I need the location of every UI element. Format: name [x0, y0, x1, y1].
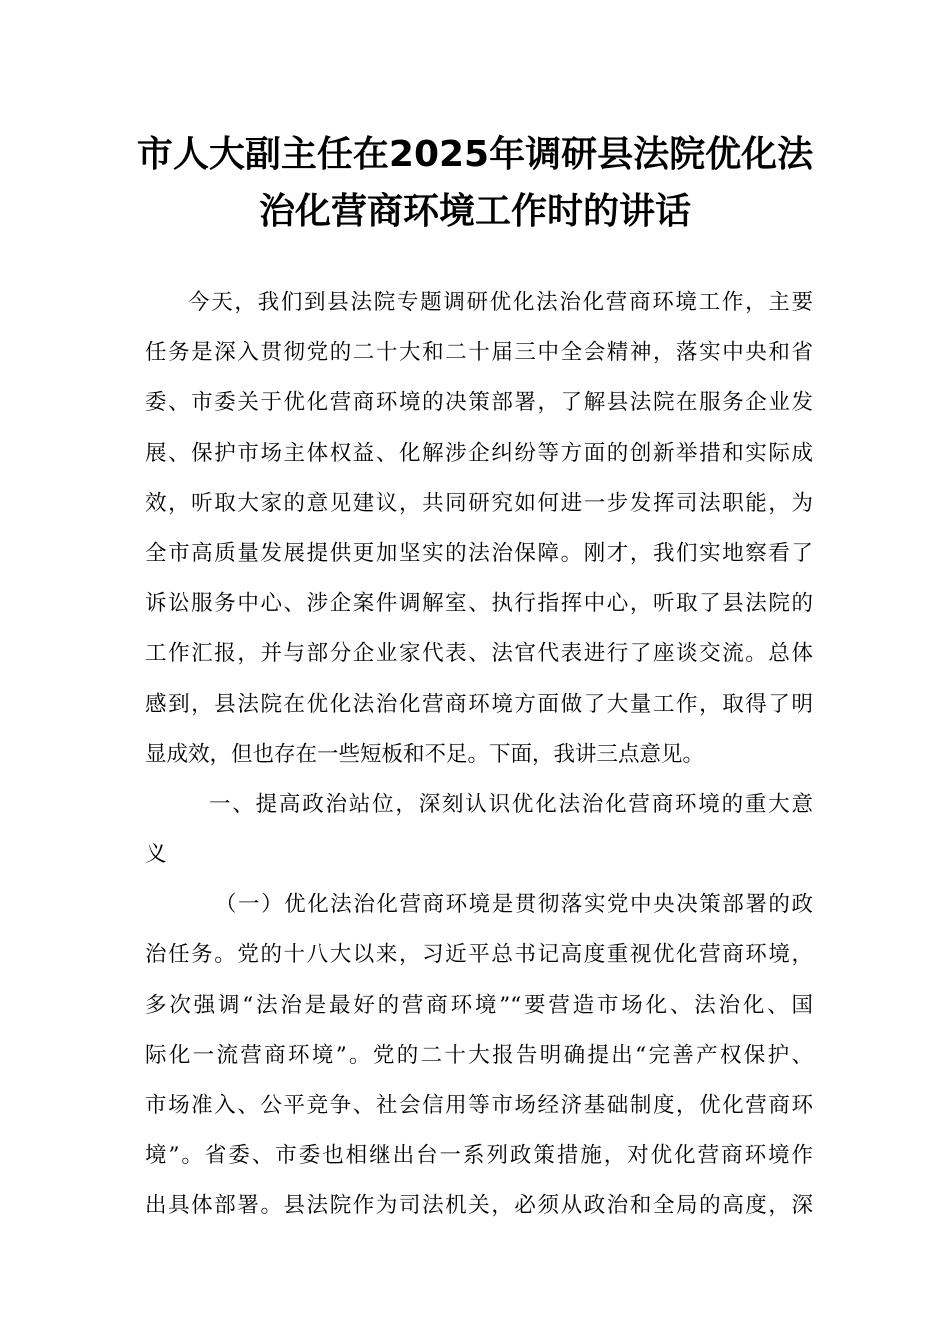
section-heading-1: [145, 780, 813, 880]
title-line-2: 治化营商环境工作时的讲话: [258, 191, 691, 232]
paragraph-line: 治任务。党的十八大以来，习近平总书记高度重视优化营商环境，: [145, 942, 813, 968]
paragraph-line: 诉讼服务中心、涉企案件调解室、执行指挥中心，听取了县法院的: [145, 591, 813, 617]
paragraph-line: 全市高质量发展提供更加坚实的法治保障。刚才，我们实地察看了: [145, 540, 813, 566]
paragraph-line: 市场准入、公平竞争、社会信用等市场经济基础制度，优化营商环: [145, 1093, 813, 1118]
paragraph-line: 今天，我们到县法院专题调研优化法治化营商环境工作，主要: [188, 290, 813, 315]
paragraph-line: 效，听取大家的意见建议，共同研究如何进一步发挥司法职能，为: [145, 490, 813, 516]
title-line-1: 市人大副主任在2025年调研县法院优化法: [136, 134, 814, 175]
paragraph-line: （一）优化法治化营商环境是贯彻落实党中央决策部署的政: [215, 892, 813, 918]
paragraph-line: 多次强调“法治是最好的营商环境”“要营造市场化、法治化、国: [145, 992, 813, 1018]
document-title: [110, 126, 840, 240]
paragraph-line: 感到，县法院在优化法治化营商环境方面做了大量工作，取得了明: [145, 691, 813, 717]
paragraph-line: 境”。省委、市委也相继出台一系列政策措施，对优化营商环境作: [145, 1143, 813, 1169]
paragraph-line: 工作汇报，并与部分企业家代表、法官代表进行了座谈交流。总体: [145, 641, 813, 667]
paragraph-subsection-1: [145, 880, 813, 1231]
paragraph-line: 委、市委关于优化营商环境的决策部署，了解县法院在服务企业发: [145, 390, 813, 416]
heading-line: 义: [145, 842, 167, 868]
heading-line: 一、提高政治站位，深刻认识优化法治化营商环境的重大意: [209, 791, 813, 817]
paragraph-line: 出具体部署。县法院作为司法机关，必须从政治和全局的高度，深: [145, 1193, 813, 1219]
paragraph-line: 任务是深入贯彻党的二十大和二十届三中全会精神，落实中央和省: [145, 340, 813, 366]
paragraph-line: 展、保护市场主体权益、化解涉企纠纷等方面的创新举措和实际成: [145, 440, 813, 466]
paragraph-line: 显成效，但也存在一些短板和不足。下面，我讲三点意见。: [145, 741, 705, 767]
document-body: [145, 278, 813, 1232]
paragraph-line: 际化一流营商环境”。党的二十大报告明确提出“完善产权保护、: [145, 1042, 813, 1068]
paragraph-intro: [145, 278, 813, 780]
